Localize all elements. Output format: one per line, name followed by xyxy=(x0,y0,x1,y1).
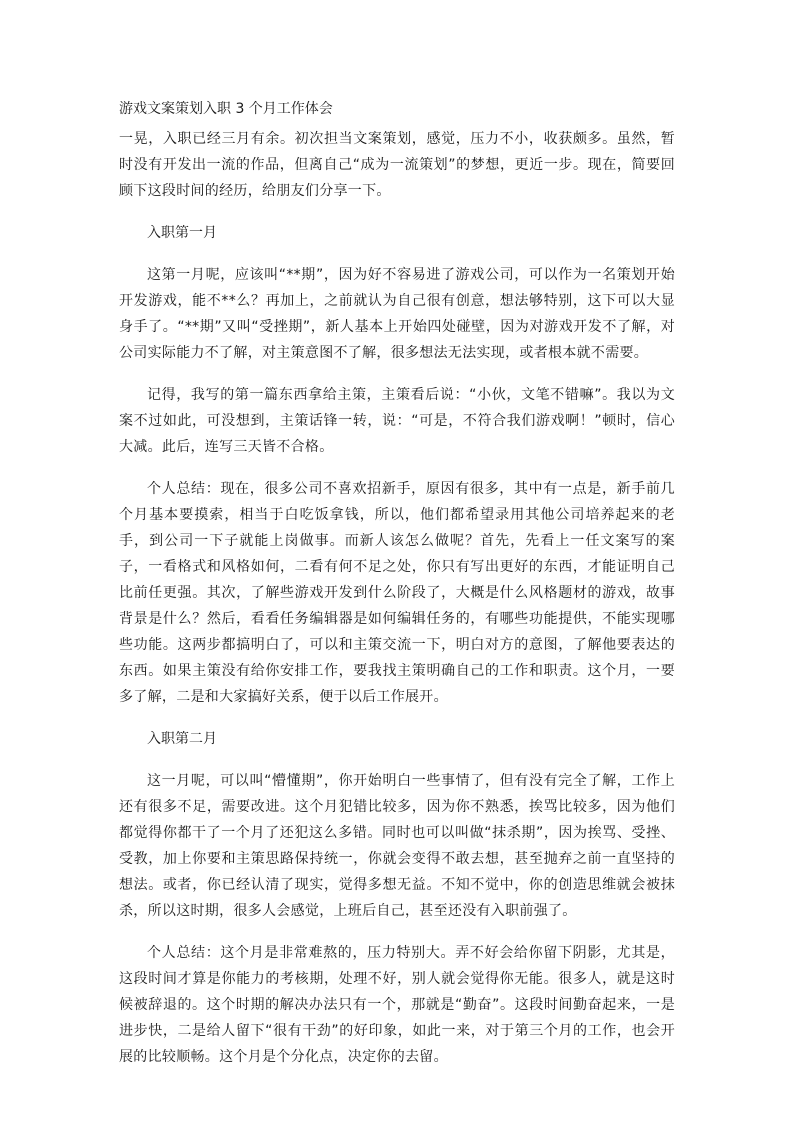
document-title: 游戏文案策划入职 3 个月工作体会 xyxy=(119,101,333,117)
month-2-summary-paragraph: 个人总结：这个月是非常难熬的，压力特别大。弄不好会给你留下阴影，尤其是，这段时间才算是你能力的考核期，处理不好，别人就会觉得你无能。很多人，就是这时候被辞退的。这个时期的解决办法只有一个，那就是“勤奋”。这段时间勤奋起来，一是进步快，二是给人留下“很有干劲”的好印象，如此一来，对于第三个月的工作，也会开展的比较顺畅。这个月是个分化点，决定你的去留。 xyxy=(119,945,675,1065)
month-1-paragraph-1: 这第一月呢，应该叫“**期”，因为好不容易进了游戏公司，可以作为一名策划开始开发游戏，能不**么？再加上，之前就认为自己很有创意，想法够特别，这下可以大显身手了。“**期”又叫“受挫期”，新人基本上开始四处碰壁，因为对游戏开发不了解，对公司实际能力不了解，对主策意图不了解，很多想法无法实现，或者根本就不需要。 xyxy=(119,267,675,361)
document-page xyxy=(119,96,675,1086)
section-heading-month-2: 入职第二月 xyxy=(147,731,217,747)
month-1-summary-paragraph: 个人总结：现在，很多公司不喜欢招新手，原因有很多，其中有一点是，新手前几个月基本要摸索，相当于白吃饭拿钱，所以，他们都希望录用其他公司培养起来的老手，到公司一下子就能上岗做事。而新人该怎么做呢？首先，先看上一任文案写的案子，一看格式和风格如何，二看有何不足之处，你只有写出更好的东西，才能证明自己比前任更强。其次，了解些游戏开发到什么阶段了，大概是什么风格题材的游戏，故事背景是什么？然后，看看任务编辑器是如何编辑任务的，有哪些功能提供，不能实现哪些功能。这两步都搞明白了，可以和主策交流一下，明白对方的意图，了解他要表达的东西。如果主策没有给你安排工作，要我找主策明确自己的工作和职责。这个月，一要多了解，二是和大家搞好关系，便于以后工作展开。 xyxy=(119,481,675,705)
month-1-paragraph-2: 记得，我写的第一篇东西拿给主策，主策看后说：“小伙，文笔不错嘛”。我以为文案不过如此，可没想到，主策话锋一转，说：“可是，不符合我们游戏啊！”顿时，信心大减。此后，连写三天皆不合格。 xyxy=(119,387,675,455)
intro-paragraph: 一晃，入职已经三月有余。初次担当文案策划，感觉，压力不小，收获颇多。虽然，暂时没有开发出一流的作品，但离自己“成为一流策划”的梦想，更近一步。现在，简要回顾下这段时间的经历，给朋友们分享一下。 xyxy=(119,131,675,199)
section-heading-month-1: 入职第一月 xyxy=(147,225,217,241)
month-2-paragraph-1: 这一月呢，可以叫“懵懂期”，你开始明白一些事情了，但有没有完全了解，工作上还有很多不足，需要改进。这个月犯错比较多，因为你不熟悉，挨骂比较多，因为他们都觉得你都干了一个月了还犯这么多错。同时也可以叫做“抹杀期”，因为挨骂、受挫、受教，加上你要和主策思路保持统一，你就会变得不敢去想，甚至抛弃之前一直坚持的想法。或者，你已经认清了现实，觉得多想无益。不知不觉中，你的创造思维就会被抹杀，所以这时期，很多人会感觉，上班后自己，甚至还没有入职前强了。 xyxy=(119,773,675,919)
